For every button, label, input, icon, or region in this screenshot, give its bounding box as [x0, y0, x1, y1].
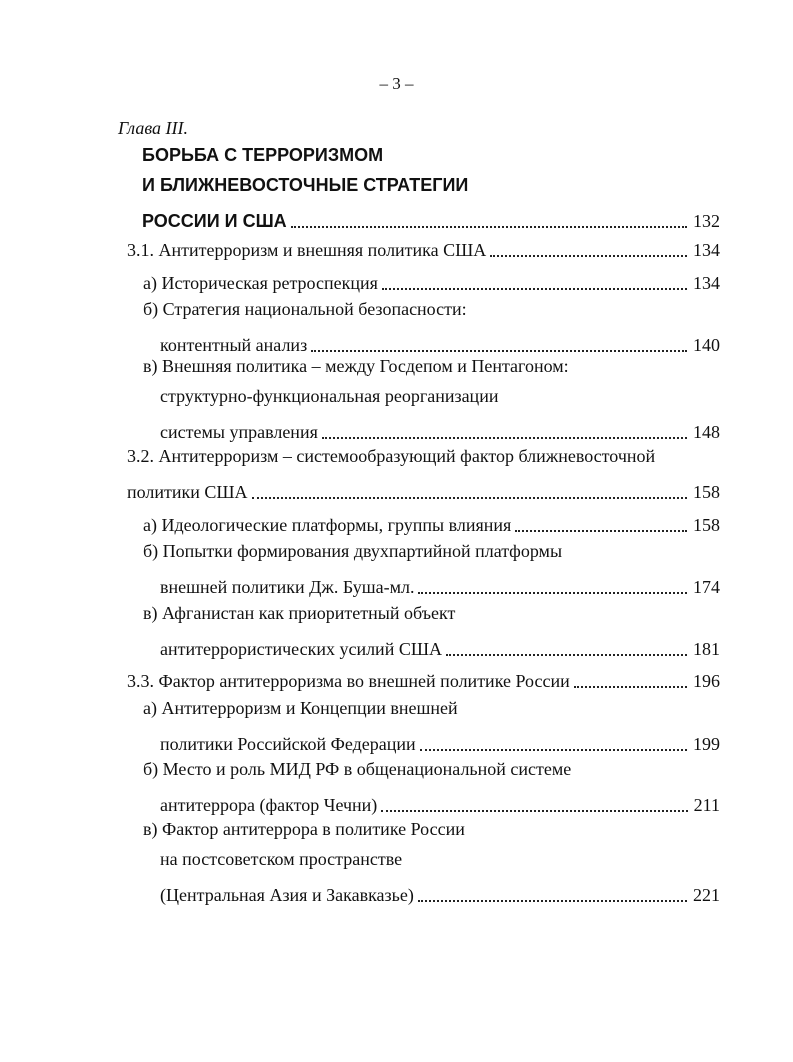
page-ref: 158 [693, 515, 720, 535]
toc-line: в) Фактор антитеррора в политике России [143, 819, 465, 839]
dot-leader [574, 686, 687, 688]
page-ref: 199 [693, 734, 720, 754]
chapter-title-line [142, 203, 720, 233]
toc-text: контентный анализ [160, 335, 308, 355]
dot-leader [381, 810, 687, 812]
page-ref: 221 [693, 885, 720, 905]
page-ref: 211 [693, 795, 720, 815]
toc-entry-3-2-a[interactable] [143, 507, 720, 537]
toc-entry-3-3-v[interactable] [143, 817, 720, 907]
page-ref: 158 [693, 482, 720, 502]
page-ref: 181 [693, 639, 720, 659]
dot-leader [252, 497, 687, 499]
toc-entry-3-1-b[interactable] [143, 297, 720, 357]
toc-line [143, 327, 720, 357]
toc-text: (Центральная Азия и Закавказье) [160, 885, 414, 905]
toc-entry-3-2-b[interactable] [143, 539, 720, 599]
chapter-title-text: РОССИИ И США [142, 211, 287, 231]
toc-line: структурно-функциональная реорганизации [160, 386, 499, 406]
toc-line: на постсоветском пространстве [160, 849, 403, 869]
page-ref: 134 [693, 273, 720, 293]
toc-line: в) Внешняя политика – между Госдепом и Пентагоном: [143, 356, 569, 376]
page-ref: 134 [693, 240, 720, 260]
toc-text: политики Российской Федерации [160, 734, 416, 754]
toc-line [143, 507, 720, 537]
toc-line: б) Попытки формирования двухпартийной платформы [143, 541, 563, 561]
toc-line: б) Стратегия национальной безопасности: [143, 299, 467, 319]
chapter-title [142, 143, 720, 233]
page-ref: 174 [693, 577, 720, 597]
toc-text: антитеррора (фактор Чечни) [160, 795, 378, 815]
page-ref: 148 [693, 422, 720, 442]
toc-entry-3-2-v[interactable] [143, 601, 720, 661]
chapter-label: Глава III. [118, 118, 189, 138]
toc-text: 3.1. Антитерроризм и внешняя политика США [127, 240, 487, 260]
page-number: – 3 – [379, 74, 414, 93]
toc-line [143, 265, 720, 295]
toc-line [143, 877, 720, 907]
toc-line [143, 569, 720, 599]
toc-line [143, 631, 720, 661]
page-ref: 140 [693, 335, 720, 355]
toc-text: 3.3. Фактор антитерроризма во внешней политике России [127, 671, 570, 691]
toc-entry-3-1-v[interactable] [143, 354, 720, 444]
toc-line: в) Афганистан как приоритетный объект [143, 603, 456, 623]
toc-line [143, 726, 720, 756]
toc-line [143, 414, 720, 444]
toc-text: внешней политики Дж. Буша-мл. [160, 577, 415, 597]
toc-text: системы управления [160, 422, 318, 442]
dot-leader [322, 437, 687, 439]
toc-line: б) Место и роль МИД РФ в общенациональной системе [143, 759, 572, 779]
toc-entry-3-3-a[interactable] [143, 696, 720, 756]
toc-entry-3-3-b[interactable] [143, 757, 720, 817]
toc-line [127, 474, 720, 504]
chapter-title-line: БОРЬБА С ТЕРРОРИЗМОМ [142, 145, 384, 165]
toc-line: 3.2. Антитерроризм – системообразующий фактор ближневосточной [127, 446, 656, 466]
toc-line [127, 663, 720, 693]
toc-text: а) Идеологические платформы, группы влияния [143, 515, 512, 535]
toc-entry-3-1[interactable] [127, 232, 720, 262]
toc-entry-3-2[interactable] [127, 444, 720, 504]
dot-leader [291, 226, 687, 228]
toc-text: а) Историческая ретроспекция [143, 273, 378, 293]
dot-leader [420, 749, 687, 751]
toc-line: а) Антитерроризм и Концепции внешней [143, 698, 458, 718]
dot-leader [311, 350, 687, 352]
chapter-title-line: И БЛИЖНЕВОСТОЧНЫЕ СТРАТЕГИИ [142, 175, 469, 195]
dot-leader [446, 654, 687, 656]
toc-text: политики США [127, 482, 248, 502]
dot-leader [418, 592, 687, 594]
page-ref: 132 [693, 211, 720, 231]
dot-leader [515, 530, 687, 532]
toc-line [127, 232, 720, 262]
dot-leader [382, 288, 687, 290]
toc-line [143, 787, 720, 817]
toc-text: антитеррористических усилий США [160, 639, 442, 659]
toc-entry-3-3[interactable] [127, 663, 720, 693]
page-ref: 196 [693, 671, 720, 691]
dot-leader [490, 255, 687, 257]
toc-entry-3-1-a[interactable] [143, 265, 720, 295]
dot-leader [418, 900, 687, 902]
